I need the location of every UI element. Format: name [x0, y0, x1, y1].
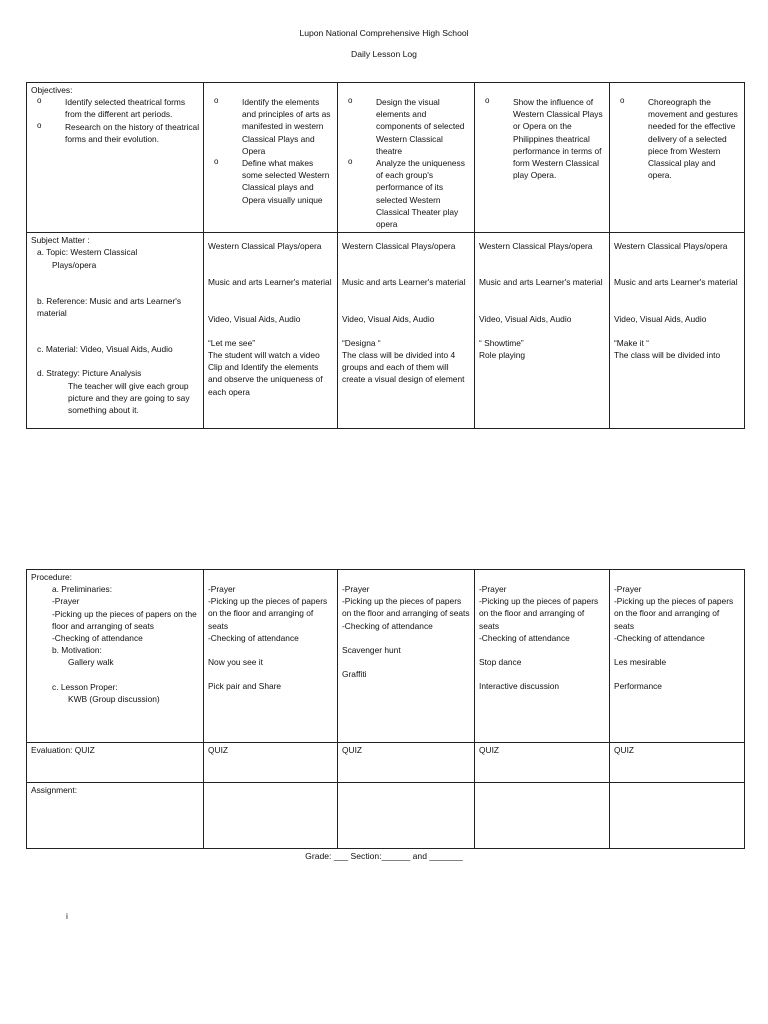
- pickup-item: -Picking up the pieces of papers on the floor and arranging of seats: [614, 596, 734, 631]
- strategy-label: d. Strategy: Picture Analysis: [37, 368, 142, 379]
- subject-matter-cell-5: [610, 233, 745, 429]
- strategy-description: The teacher will give each group picture and they are going to say something about it.: [68, 380, 190, 416]
- objectives-row: [27, 83, 745, 233]
- topic-value: Western Classical Plays/opera: [208, 241, 322, 252]
- procedure-cell-5: [610, 570, 745, 743]
- reference-value: Music and arts Learner's material: [614, 277, 738, 288]
- evaluation-row: [27, 743, 745, 783]
- reference-value: Music and arts Learner's material: [479, 277, 603, 288]
- subject-matter-cell-2: [204, 233, 338, 429]
- assignment-cell: [204, 783, 338, 849]
- attendance-item: -Checking of attendance: [208, 632, 299, 643]
- strategy-description: The class will be divided into: [614, 350, 721, 361]
- procedure-cell-3: [338, 570, 475, 743]
- objective-item: o Analyze the uniqueness of each group's performance of its selected Western Classical Theater play opera: [342, 157, 471, 230]
- objective-item: o Identify the elements and principles of arts as manifested in western Classical Plays and Opera: [208, 96, 334, 157]
- evaluation-value: QUIZ: [204, 743, 338, 783]
- motivation-value: Gallery walk: [68, 657, 114, 668]
- topic-continued: Plays/opera: [52, 259, 97, 270]
- objectives-label: Objectives:: [31, 85, 73, 95]
- assignment-cell: [338, 783, 475, 849]
- reference-value: Music and arts Learner's material: [342, 277, 466, 288]
- document-title: Daily Lesson Log: [351, 49, 417, 59]
- subject-matter-cell-1: [27, 233, 204, 429]
- material-label: c. Material: Video, Visual Aids, Audio: [37, 344, 173, 355]
- subject-matter-cell-3: [338, 233, 475, 429]
- procedure-cell-4: [475, 570, 610, 743]
- pickup-item: -Picking up the pieces of papers on the floor and arranging of seats: [208, 596, 328, 631]
- pickup-item: -Picking up the pieces of papers on the floor and arranging of seats: [52, 608, 197, 631]
- subject-matter-label: Subject Matter :: [31, 235, 90, 246]
- lesson-table-bottom: [26, 569, 745, 849]
- motivation-value: Now you see it: [208, 657, 263, 668]
- grade-section-line: Grade: ___ Section:______ and _______: [305, 851, 463, 861]
- attendance-item: -Checking of attendance: [614, 632, 705, 643]
- strategy-value: “Let me see”: [208, 337, 256, 348]
- topic-value: Western Classical Plays/opera: [342, 241, 456, 252]
- strategy-description: The class will be divided into 4 groups and each of them will create a visual design of element: [342, 350, 465, 385]
- objective-item: o Show the influence of Western Classical Plays or Opera on the Philippines theatrical performance in terms of form Western Classical play Opera.: [479, 96, 606, 181]
- objective-item: o Design the visual elements and components of selected Western Classical theatre: [342, 96, 471, 157]
- school-name: Lupon National Comprehensive High School: [299, 28, 469, 38]
- lesson-proper-label: c. Lesson Proper:: [52, 681, 118, 692]
- evaluation-label: Evaluation: QUIZ: [27, 743, 204, 783]
- pickup-item: -Picking up the pieces of papers on the floor and arranging of seats: [342, 596, 470, 619]
- material-value: Video, Visual Aids, Audio: [479, 313, 572, 324]
- topic-value: Western Classical Plays/opera: [614, 241, 728, 252]
- subject-matter-cell-4: [475, 233, 610, 429]
- lesson-proper-value: KWB (Group discussion): [68, 693, 160, 704]
- objectives-cell-4: [475, 83, 610, 233]
- lesson-proper-value: Pick pair and Share: [208, 681, 282, 692]
- objective-item: o Research on the history of theatrical forms and their evolution.: [31, 121, 200, 145]
- motivation-label: b. Motivation:: [52, 645, 102, 656]
- preliminaries-label: a. Preliminaries:: [52, 584, 113, 595]
- objectives-cell-2: [204, 83, 338, 233]
- prayer-item: -Prayer: [479, 584, 507, 594]
- reference-label: b. Reference: Music and arts Learner's material: [37, 295, 182, 319]
- prayer-item: -Prayer: [342, 584, 370, 594]
- strategy-value: “Make it “: [614, 337, 649, 348]
- procedure-cell-2: [204, 570, 338, 743]
- prayer-item: -Prayer: [52, 596, 80, 607]
- procedure-cell-1: [27, 570, 204, 743]
- strategy-value: “Designa “: [342, 337, 381, 348]
- pickup-item: -Picking up the pieces of papers on the floor and arranging of seats: [479, 596, 599, 631]
- motivation-value: Les mesirable: [614, 657, 667, 668]
- assignment-row: [27, 783, 745, 849]
- motivation-value: Stop dance: [479, 657, 522, 668]
- topic-value: Western Classical Plays/opera: [479, 241, 593, 252]
- topic-label: a. Topic: Western Classical: [37, 247, 138, 258]
- evaluation-value: QUIZ: [610, 743, 745, 783]
- objective-item: o Define what makes some selected Western Classical plays and Opera visually unique: [208, 157, 334, 206]
- material-value: Video, Visual Aids, Audio: [614, 313, 707, 324]
- subject-matter-row: [27, 233, 745, 429]
- strategy-description: The student will watch a video Clip and Identify the elements and observe the uniqueness of each opera: [208, 350, 323, 397]
- objectives-cell-5: [610, 83, 745, 233]
- objectives-cell-1: [27, 83, 204, 233]
- lesson-proper-value: Interactive discussion: [479, 681, 560, 692]
- objective-item: o Identify selected theatrical forms from the different art periods.: [31, 96, 200, 120]
- procedure-label: Procedure:: [31, 572, 72, 582]
- lesson-proper-value: Performance: [614, 681, 662, 692]
- motivation-value: Scavenger hunt: [342, 644, 401, 655]
- attendance-item: -Checking of attendance: [479, 632, 570, 643]
- strategy-description: Role playing: [479, 350, 526, 361]
- attendance-item: -Checking of attendance: [52, 633, 143, 644]
- prayer-item: -Prayer: [614, 584, 642, 594]
- material-value: Video, Visual Aids, Audio: [342, 313, 435, 324]
- strategy-value: “ Showtime”: [479, 337, 524, 348]
- evaluation-value: QUIZ: [338, 743, 475, 783]
- procedure-row: [27, 570, 745, 743]
- stray-mark: i: [66, 911, 68, 921]
- lesson-proper-value: Graffiti: [342, 669, 367, 680]
- objective-item: o Choreograph the movement and gestures needed for the effective delivery of a selected piece from Western Classical play and opera.: [614, 96, 741, 181]
- objectives-cell-3: [338, 83, 475, 233]
- assignment-label: Assignment:: [27, 783, 204, 849]
- lesson-table-top: [26, 82, 745, 429]
- assignment-cell: [475, 783, 610, 849]
- material-value: Video, Visual Aids, Audio: [208, 313, 301, 324]
- prayer-item: -Prayer: [208, 584, 236, 594]
- reference-value: Music and arts Learner's material: [208, 277, 332, 288]
- evaluation-value: QUIZ: [475, 743, 610, 783]
- attendance-item: -Checking of attendance: [342, 620, 433, 631]
- assignment-cell: [610, 783, 745, 849]
